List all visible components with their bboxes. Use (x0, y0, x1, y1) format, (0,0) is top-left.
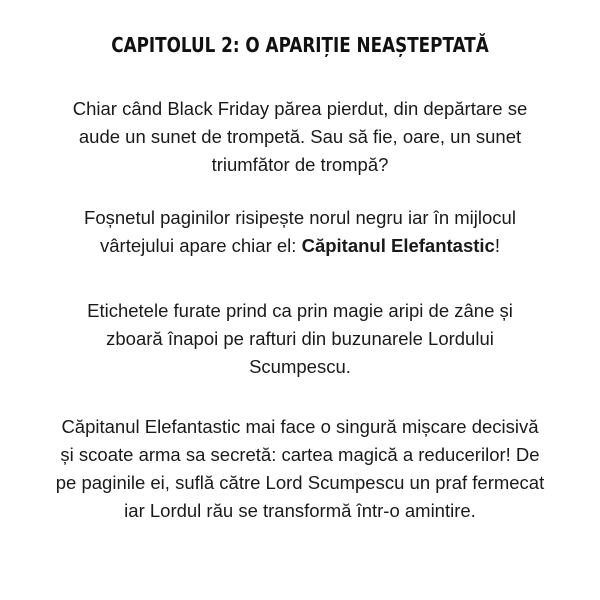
paragraph-1-line-1: Chiar când Black Friday părea pierdut, din depărtare se (72, 98, 528, 119)
paragraph-3-line-1: Etichetele furate prind ca prin magie aripi de zâne și (87, 300, 513, 321)
chapter-title: CAPITOLUL 2: O APARIȚIE NEAȘTEPTATĂ (111, 33, 489, 57)
paragraph-1 (16, 95, 584, 179)
paragraph-4-line-2: și scoate arma sa secretă: cartea magică a reducerilor! De (60, 444, 540, 465)
paragraph-3-line-2: zboară înapoi pe rafturi din buzunarele Lordului (106, 328, 494, 349)
paragraph-2 (16, 204, 584, 260)
paragraph-2-line-2 (16, 232, 584, 260)
paragraph-2-line-1: Foșnetul paginilor risipește norul negru iar în mijlocul (84, 207, 516, 228)
paragraph-4-line-4: iar Lordul rău se transformă într-o amintire. (124, 500, 476, 521)
paragraph-4 (16, 413, 584, 525)
paragraph-4-line-1: Căpitanul Elefantastic mai face o singură mișcare decisivă (61, 416, 539, 437)
paragraph-2-line-2-prefix: vârtejului apare chiar el: (100, 235, 302, 256)
captain-name: Căpitanul Elefantastic (301, 235, 495, 256)
paragraph-1-line-3: triumfător de trompă? (211, 154, 389, 175)
paragraph-1-line-2: aude un sunet de trompetă. Sau să fie, oare, un sunet (78, 126, 522, 147)
paragraph-2-line-2-suffix: ! (494, 235, 500, 256)
paragraph-3-line-3: Scumpescu. (249, 356, 351, 377)
paragraph-4-line-3: pe paginile ei, suflă către Lord Scumpescu un praf fermecat (55, 472, 545, 493)
paragraph-3 (16, 297, 584, 381)
